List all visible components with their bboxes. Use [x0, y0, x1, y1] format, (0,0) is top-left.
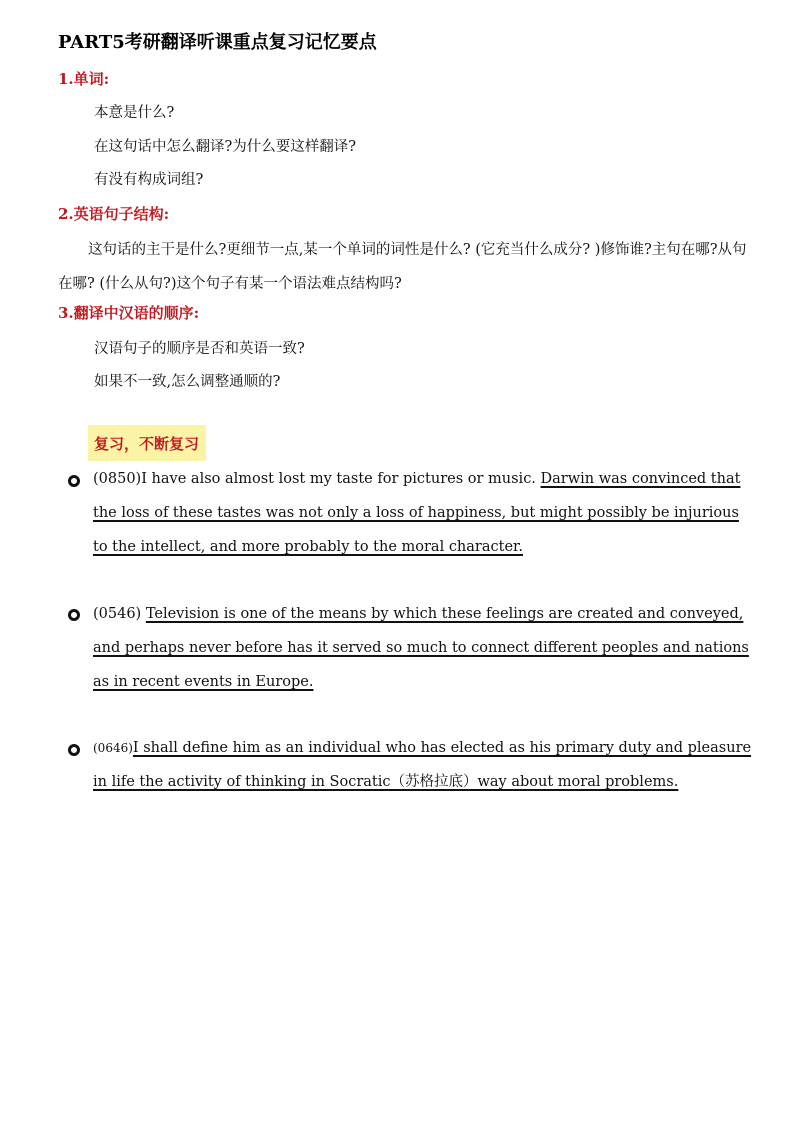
sentence-item	[93, 462, 758, 564]
order-question-2: 如果不一致,怎么调整通顺的?	[94, 374, 281, 390]
sentence-item	[93, 731, 758, 799]
sentence-code: (0850)	[93, 471, 142, 487]
words-question-3: 有没有构成词组?	[94, 172, 204, 188]
sentence-underlined: Darwin was convinced that the loss of these tastes was not only a loss of happiness, but might possibly be injurious to the intellect, and more probably to the moral character.	[93, 471, 741, 555]
sentence-plain: I have also almost lost my taste for pictures or music.	[141, 471, 541, 487]
bullet-icon	[68, 744, 80, 756]
page-title: PART5考研翻译听课重点复习记忆要点	[58, 32, 377, 53]
section-heading-order: 3.翻译中汉语的顺序:	[58, 304, 200, 322]
words-question-1: 本意是什么?	[94, 105, 175, 121]
sentence-underlined: Television is one of the means by which these feelings are created and conveyed, and perhaps never before has it served so much to connect different peoples and nations as in recent events in Europe.	[93, 606, 749, 690]
words-question-2: 在这句话中怎么翻译?为什么要这样翻译?	[94, 139, 357, 155]
section-heading-words: 1.单词:	[58, 70, 110, 88]
bullet-icon	[68, 475, 80, 487]
sentence-code: (0546)	[93, 606, 146, 622]
sentence-code: (0646)	[93, 741, 133, 755]
sentence-underlined: I shall define him as an individual who has elected as his primary duty and pleasure in life the activity of thinking in Socratic（苏格拉底）way about moral problems.	[93, 740, 752, 790]
bullet-icon	[68, 609, 80, 621]
section-heading-structure: 2.英语句子结构:	[58, 205, 170, 223]
sentence-item	[93, 597, 758, 699]
structure-paragraph: 这句话的主干是什么?更细节一点,某一个单词的词性是什么? (它充当什么成分? )修饰谁?主句在哪?从句在哪? (什么从句?)这个句子有某一个语法难点结构吗?	[58, 242, 747, 292]
order-question-1: 汉语句子的顺序是否和英语一致?	[94, 341, 305, 357]
highlight-text: 复习，不断复习	[94, 435, 200, 453]
